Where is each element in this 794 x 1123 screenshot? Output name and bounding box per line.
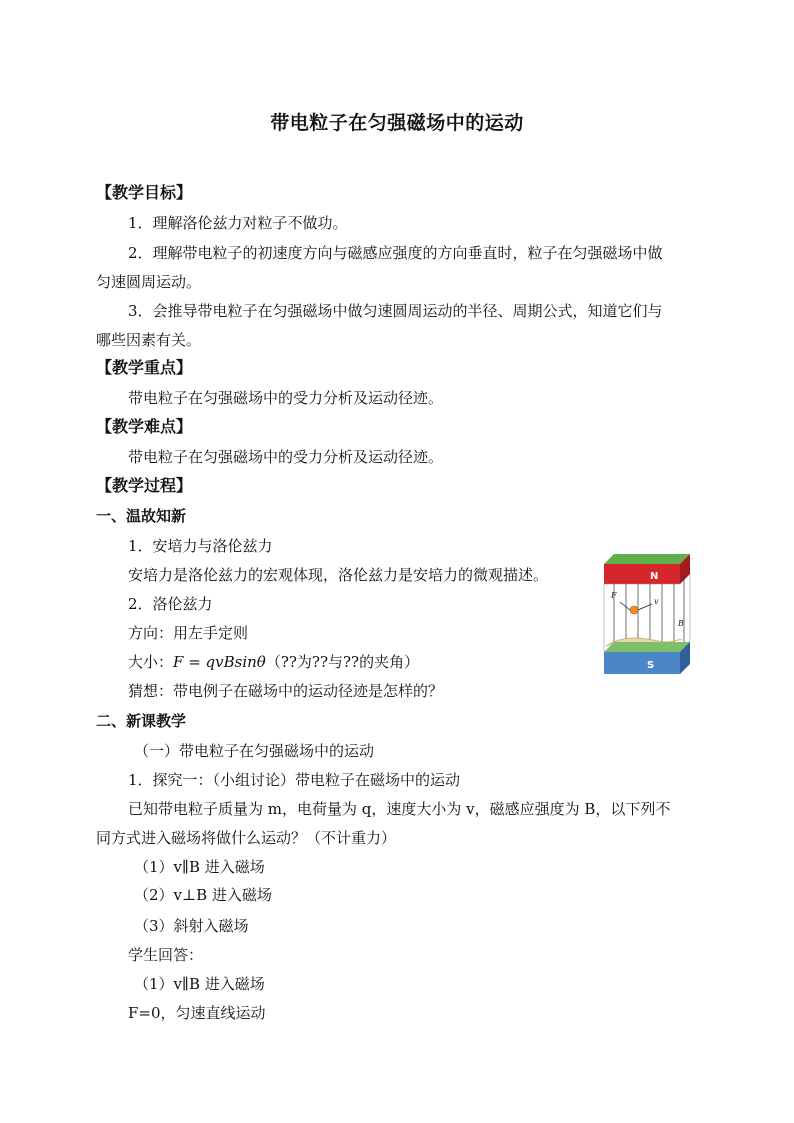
case-3: （3）斜射入磁场 [134, 917, 249, 935]
page-title: 带电粒子在匀强磁场中的运动 [270, 112, 524, 134]
section2-title: 二、新课教学 [96, 712, 187, 730]
size-line [128, 652, 419, 672]
objective-1: 1．理解洛伦兹力对粒子不做功。 [128, 214, 348, 232]
explore-title: 1．探究一：（小组讨论）带电粒子在磁场中的运动 [128, 771, 461, 789]
section1-item1-text: 安培力是洛伦兹力的宏观体现，洛伦兹力是安培力的微观描述。 [128, 566, 549, 584]
section1-item1: 1．安培力与洛伦兹力 [128, 537, 273, 555]
north-top-surface [604, 554, 690, 564]
problem-line-2: 同方式进入磁场将做什么运动？（不计重力） [96, 829, 397, 847]
lorentz-formula: F = qvBsinθ [173, 653, 266, 671]
velocity-label: v [654, 597, 659, 606]
heading-difficulties: 【教学难点】 [96, 417, 193, 436]
south-label: S [647, 660, 655, 671]
objective-3-cont: 哪些因素有关。 [96, 331, 202, 349]
objective-2: 2．理解带电粒子的初速度方向与磁感应强度的方向垂直时，粒子在匀强磁场中做 [128, 244, 663, 262]
heading-process: 【教学过程】 [96, 476, 193, 495]
key-point-text: 带电粒子在匀强磁场中的受力分析及运动径迹。 [128, 389, 444, 407]
north-pole-front [604, 564, 680, 584]
direction-text: 方向：用左手定则 [128, 624, 249, 642]
charged-particle-icon [630, 606, 638, 614]
answer-label: 学生回答： [128, 946, 204, 964]
problem-line-1: 已知带电粒子质量为 m，电荷量为 q，速度大小为 v，磁感应强度为 B，以下列不 [128, 800, 671, 818]
size-note: （??为??与??的夹角） [265, 653, 420, 671]
south-top-surface [604, 642, 690, 652]
south-pole-front [604, 652, 680, 674]
answer-case-1: （1）v∥B 进入磁场 [134, 975, 265, 993]
objective-2-cont: 匀速圆周运动。 [96, 273, 202, 291]
force-label: F [611, 591, 617, 600]
size-label: 大小： [128, 653, 174, 671]
force-arrow [620, 602, 630, 610]
magnetic-field-figure [594, 546, 694, 686]
heading-key-points: 【教学重点】 [96, 358, 193, 377]
north-label: N [650, 571, 659, 582]
subsection1-title: （一）带电粒子在匀强磁场中的运动 [134, 742, 375, 760]
heading-objectives: 【教学目标】 [96, 183, 193, 202]
case-1: （1）v∥B 进入磁场 [134, 858, 265, 876]
section1-title: 一、温故知新 [96, 507, 187, 525]
answer-text-1: F=0，匀速直线运动 [128, 1004, 266, 1022]
case-2: （2）v⊥B 进入磁场 [134, 886, 272, 904]
section1-item2: 2．洛伦兹力 [128, 595, 213, 613]
guess-text: 猜想：带电例子在磁场中的运动径迹是怎样的？ [128, 682, 444, 700]
field-label: B [678, 619, 684, 628]
objective-3: 3．会推导带电粒子在匀强磁场中做匀速圆周运动的半径、周期公式，知道它们与 [128, 302, 663, 320]
difficulty-text: 带电粒子在匀强磁场中的受力分析及运动径迹。 [128, 448, 444, 466]
